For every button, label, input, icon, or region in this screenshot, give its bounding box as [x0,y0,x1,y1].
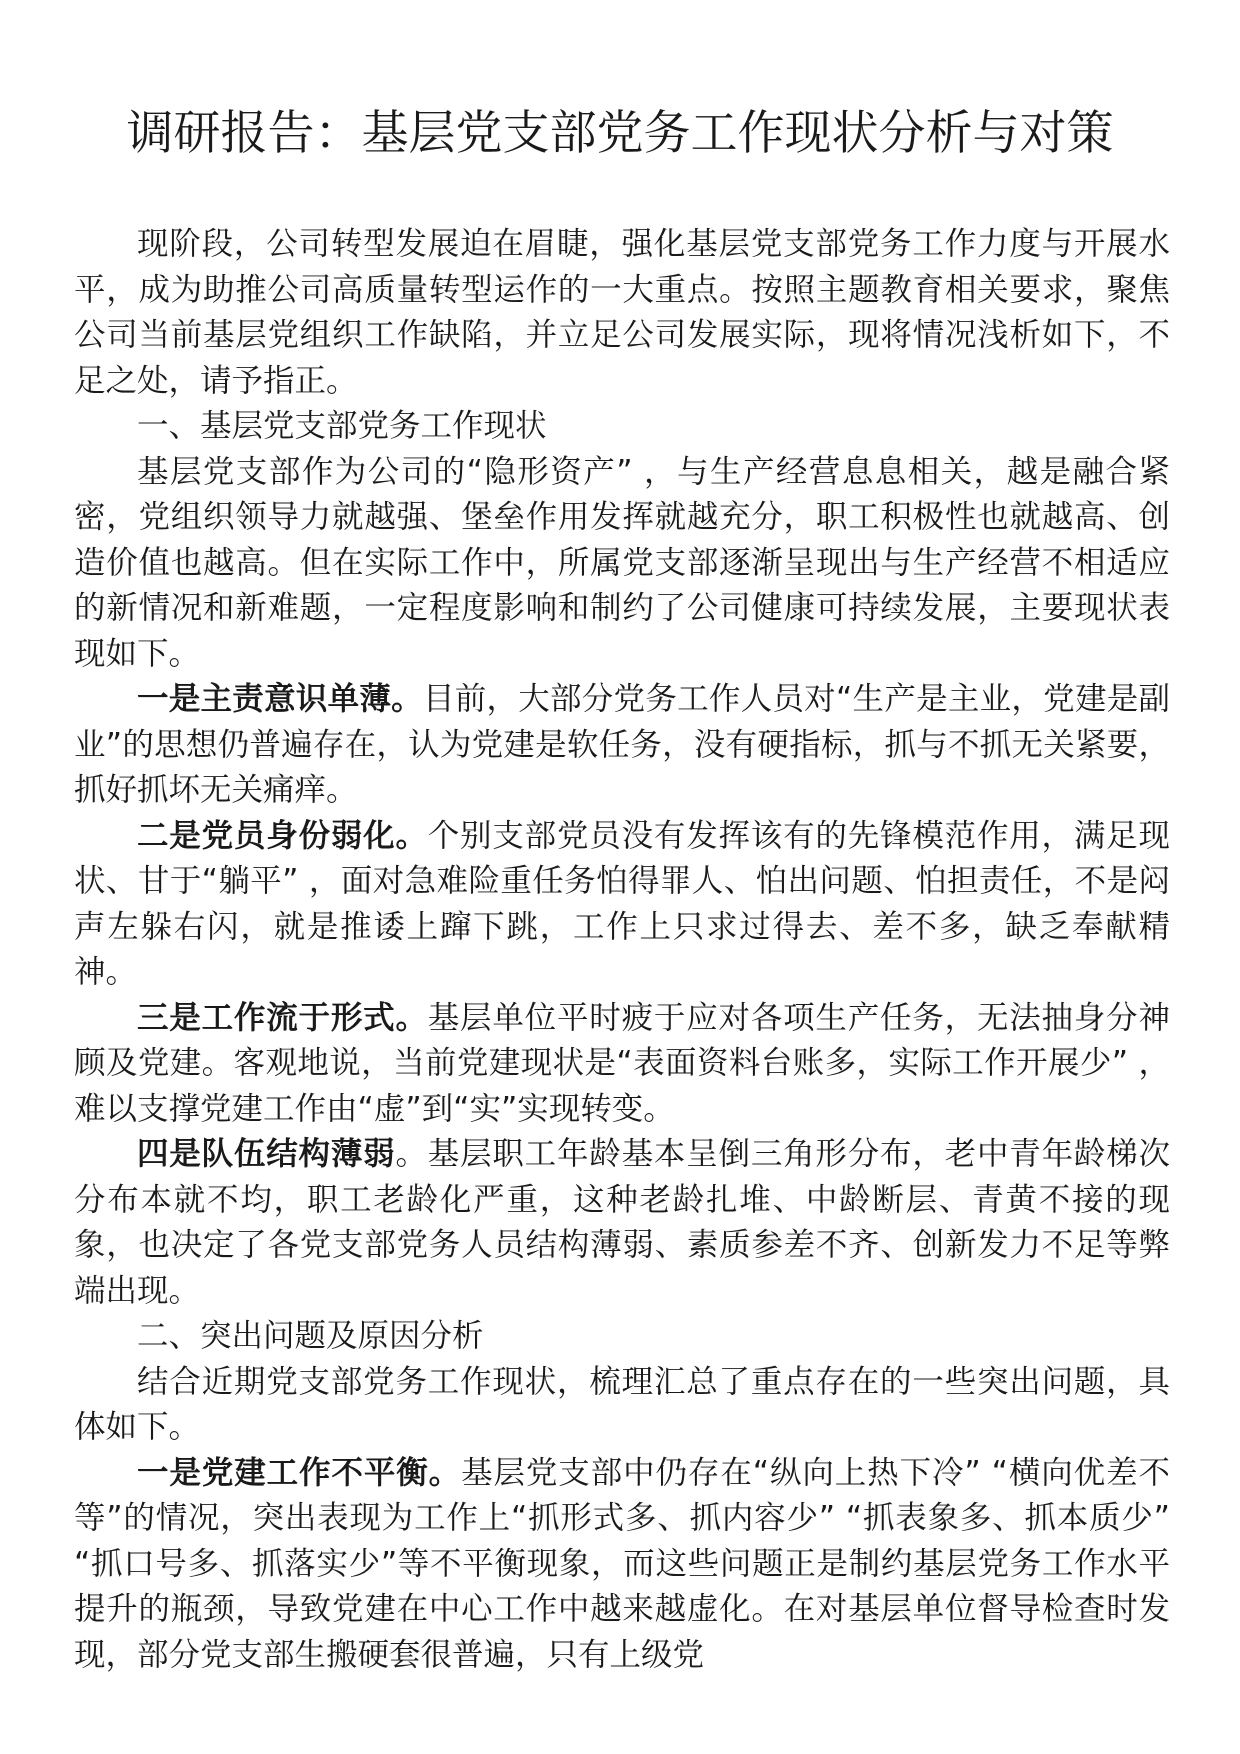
paragraph-text: 个别支部党员没有发挥该有的先锋模范作用，满足现状、甘于“躺平” ，面对急难险重任务怕得罪人、怕出问题、怕担责任，不是闷声左躲右闪，就是推诿上蹿下跳，工作上只求过得去、差不多，缺乏奉献精神。 [74,817,1170,990]
heading-text: 一、基层党支部党务工作现状 [137,408,547,444]
point-lead: 一是主责意识单薄。 [137,681,423,717]
paragraph-text: 基层党支部中仍存在“纵向上热下冷” “横向优差不等”的情况，突出表现为工作上“抓形式多、抓内容少” “抓表象多、抓本质少” “抓口号多、抓落实少”等不平衡现象，而这些问题正是制约基层党务工作水平提升的瓶颈，导致党建在中心工作中越来越虚化。在对基层单位督导检查时发现，部分党支部生搬硬套很普遍，只有上级党 [74,1454,1170,1673]
paragraph-text: 目前，大部分党务工作人员对“生产是主业，党建是副业”的思想仍普遍存在，认为党建是软任务，没有硬指标，抓与不抓无关紧要，抓好抓坏无关痛痒。 [74,681,1170,808]
heading-text: 二、突出问题及原因分析 [137,1318,484,1354]
paragraph-text: 现阶段，公司转型发展迫在眉睫，强化基层党支部党务工作力度与开展水平，成为助推公司高质量转型运作的一大重点。按照主题教育相关要求，聚焦公司当前基层党组织工作缺陷，并立足公司发展实际，现将情况浅析如下，不足之处，请予指正。 [74,226,1170,399]
point-lead: 四是队伍结构薄弱 [137,1136,396,1172]
paragraph-section-2-intro [74,1360,1170,1451]
section-heading-2 [74,1314,1170,1360]
paragraph-intro [74,222,1170,404]
point-lead: 二是党员身份弱化。 [137,817,428,854]
point-lead: 三是工作流于形式。 [137,999,428,1036]
paragraph-text: 。基层职工年龄基本呈倒三角形分布，老中青年龄梯次分布本就不均，职工老龄化严重，这种老龄扎堆、中龄断层、青黄不接的现象，也决定了各党支部党务人员结构薄弱、素质参差不齐、创新发力不足等弊端出现。 [74,1136,1170,1309]
document-title: 调研报告：基层党支部党务工作现状分析与对策 [126,106,1114,161]
paragraph-point-3 [74,996,1170,1133]
document-body [74,222,1170,1678]
section-heading-1 [74,404,1170,450]
paragraph-section-1-intro [74,450,1170,678]
paragraph-point-4 [74,1132,1170,1314]
paragraph-problem-1 [74,1451,1170,1679]
paragraph-text: 基层单位平时疲于应对各项生产任务，无法抽身分神顾及党建。客观地说，当前党建现状是“表面资料台账多，实际工作开展少” ，难以支撑党建工作由“虚”到“实”实现转变。 [74,999,1170,1127]
paragraph-text: 基层党支部作为公司的“隐形资产” ，与生产经营息息相关，越是融合紧密，党组织领导力就越强、堡垒作用发挥就越充分，职工积极性也就越高、创造价值也越高。但在实际工作中，所属党支部逐渐呈现出与生产经营不相适应的新情况和新难题，一定程度影响和制约了公司健康可持续发展，主要现状表现如下。 [74,453,1170,672]
point-lead: 一是党建工作不平衡。 [137,1454,462,1491]
paragraph-point-1 [74,677,1170,814]
paragraph-point-2 [74,814,1170,996]
paragraph-text: 结合近期党支部党务工作现状，梳理汇总了重点存在的一些突出问题，具体如下。 [74,1363,1170,1445]
